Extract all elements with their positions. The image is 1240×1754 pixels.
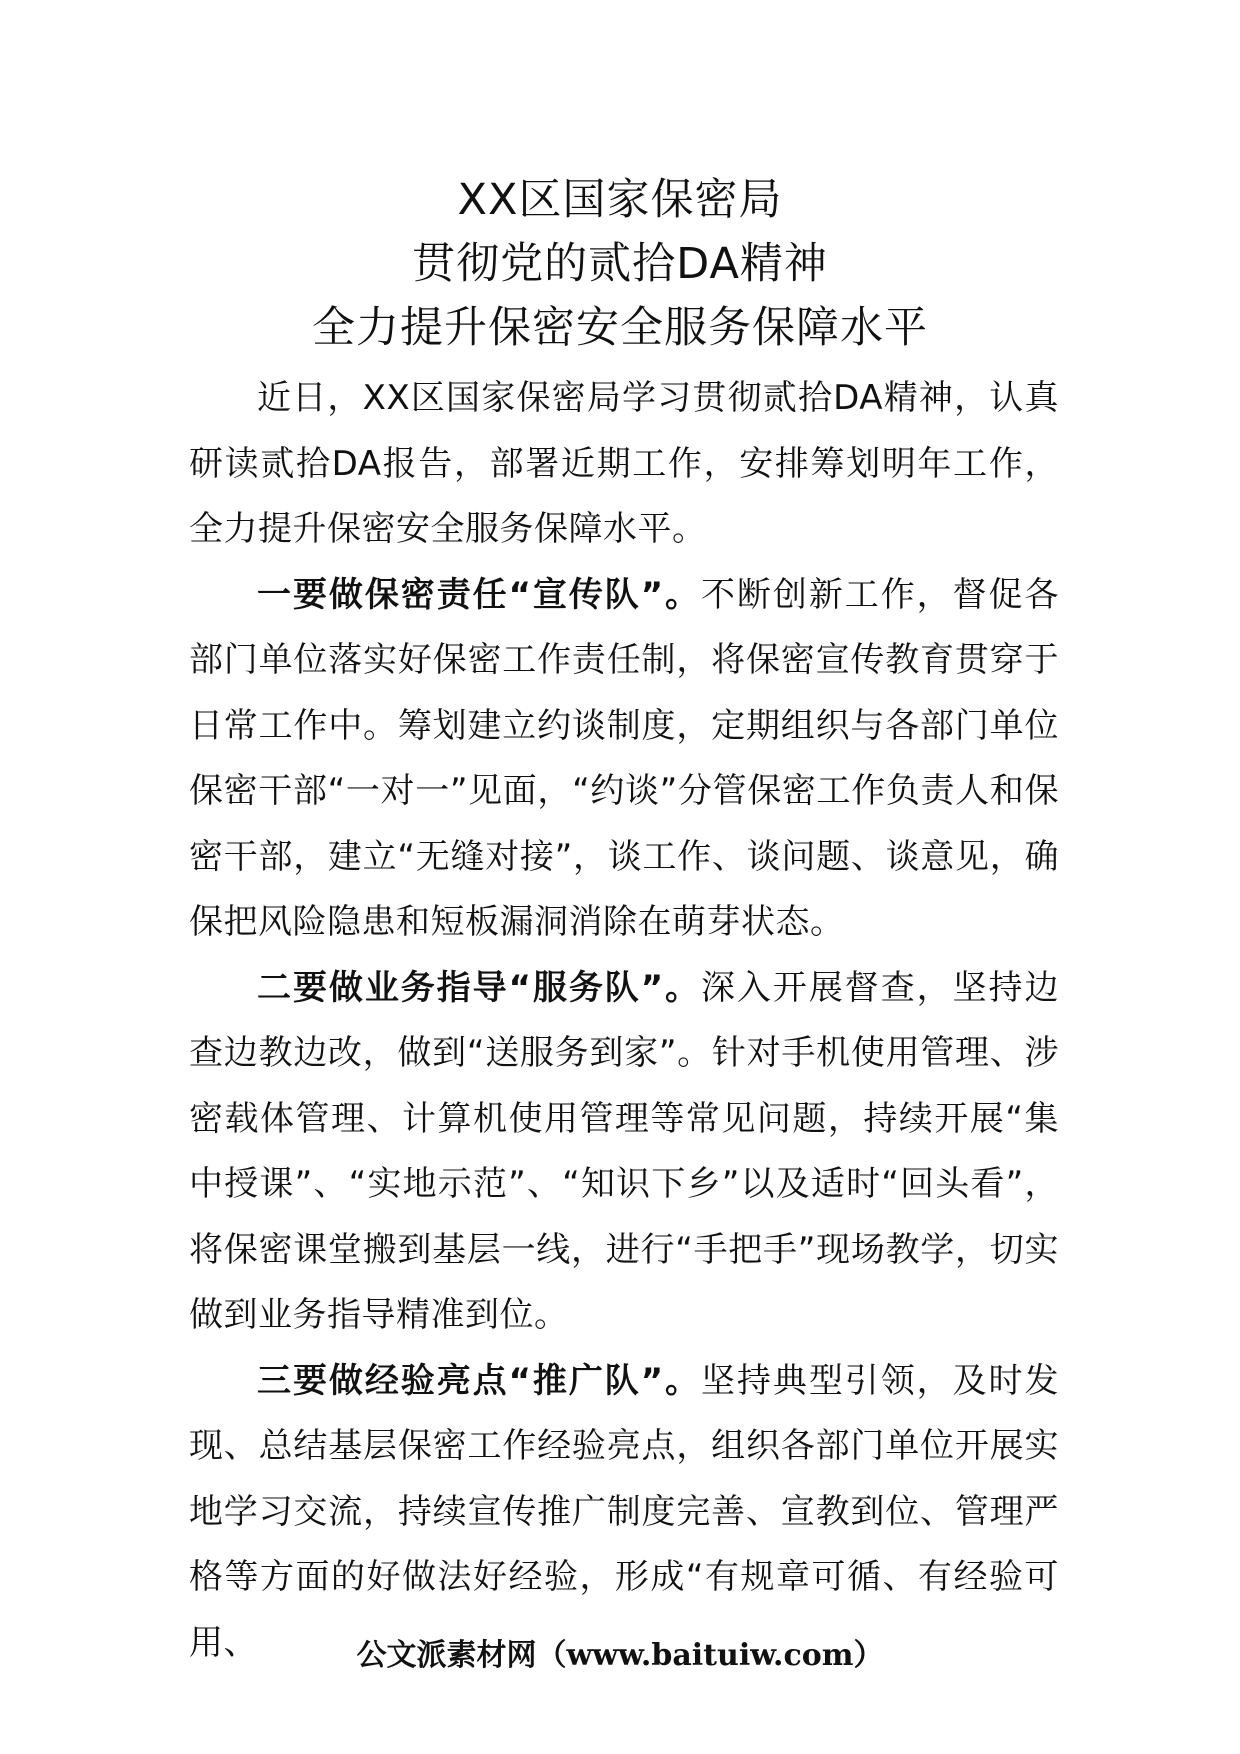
paragraph-1-text: 不断创新工作，督促各部门单位落实好保密工作责任制，将保密宣传教育贯穿于日常工作中。筹划建立约谈制度，定期组织与各部门单位保密干部“一对一”见面，“约谈”分管保密工作负责人和保密干部，建立“无缝对接”，谈工作、谈问题、谈意见，确保把风险隐患和短板漏洞消除在萌芽状态。 <box>189 574 1059 942</box>
title-line-1: XX区国家保密局 <box>457 175 783 225</box>
paragraph-2-heading: 二要做业务指导“服务队”。 <box>257 967 701 1008</box>
paragraph-3-text: 坚持典型引领，及时发现、总结基层保密工作经验亮点，组织各部门单位开展实地学习交流，持续宣传推广制度完善、宣教到位、管理严格等方面的好做法好经验，形成“有规章可循、有经验可用、 <box>189 1360 1059 1663</box>
document-body <box>189 366 1059 1676</box>
paragraph-3-heading: 三要做经验亮点“推广队”。 <box>257 1360 701 1401</box>
intro-paragraph: 近日，XX区国家保密局学习贯彻贰拾DA精神，认真研读贰拾DA报告，部署近期工作，安排筹划明年工作，全力提升保密安全服务保障水平。 <box>189 378 1059 549</box>
paragraph-2 <box>189 956 1059 1349</box>
footer-watermark: 公文派素材网（www.baituiw.com） <box>356 1638 884 1673</box>
paragraph-1-heading: 一要做保密责任“宣传队”。 <box>257 574 701 615</box>
paragraph-2-text: 深入开展督查，坚持边查边教边改，做到“送服务到家”。针对手机使用管理、涉密载体管理、计算机使用管理等常见问题，持续开展“集中授课”、“实地示范”、“知识下乡”以及适时“回头看”，将保密课堂搬到基层一线，进行“手把手”现场教学，切实做到业务指导精准到位。 <box>189 967 1059 1335</box>
title-line-3: 全力提升保密安全服务保障水平 <box>312 303 928 353</box>
paragraph-1 <box>189 563 1059 956</box>
paragraph-3 <box>189 1349 1059 1677</box>
document-title <box>0 168 1240 360</box>
title-line-2: 贯彻党的贰拾DA精神 <box>412 239 828 289</box>
